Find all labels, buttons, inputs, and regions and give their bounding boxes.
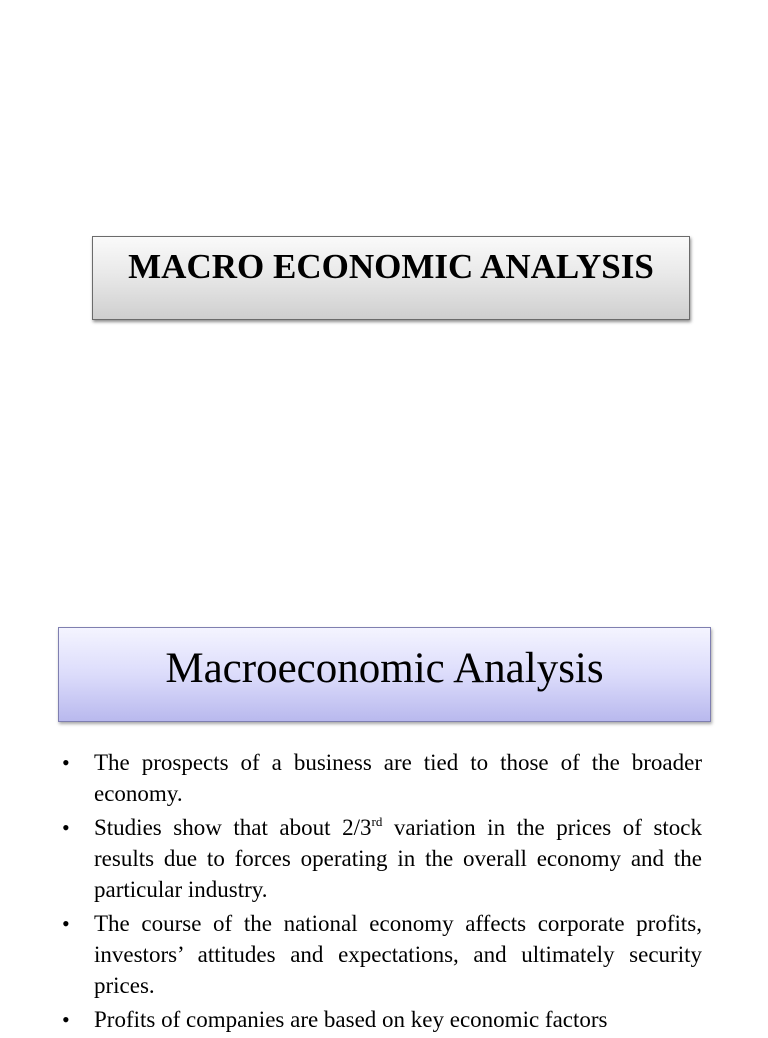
bullet-icon: • bbox=[62, 750, 70, 775]
bullet-icon: • bbox=[62, 1007, 70, 1032]
bullet-list bbox=[62, 747, 702, 1038]
bullet-text bbox=[94, 815, 702, 902]
bullet-text-after: variation in the prices of stock results due to forces operating in the overall economy and the particular industry. bbox=[94, 815, 702, 902]
bullet-text: The course of the national economy affects corporate profits, investors’ attitudes and expectations, and ultimately security prices. bbox=[94, 911, 702, 998]
content-slide-heading-box bbox=[58, 627, 711, 722]
content-slide-heading: Macroeconomic Analysis bbox=[165, 645, 604, 692]
bullet-item bbox=[62, 812, 702, 905]
bullet-item bbox=[62, 747, 702, 809]
bullet-icon: • bbox=[62, 815, 70, 840]
bullet-text-before: Studies show that about 2/3 bbox=[94, 815, 372, 840]
bullet-text: The prospects of a business are tied to those of the broader economy. bbox=[94, 750, 702, 806]
bullet-text: Profits of companies are based on key economic factors bbox=[94, 1007, 608, 1032]
bullet-icon: • bbox=[62, 911, 70, 936]
bullet-item bbox=[62, 908, 702, 1001]
title-slide-title: MACRO ECONOMIC ANALYSIS bbox=[128, 247, 654, 286]
bullet-superscript: rd bbox=[371, 814, 383, 829]
bullet-item bbox=[62, 1004, 702, 1035]
title-slide-box bbox=[92, 236, 690, 320]
